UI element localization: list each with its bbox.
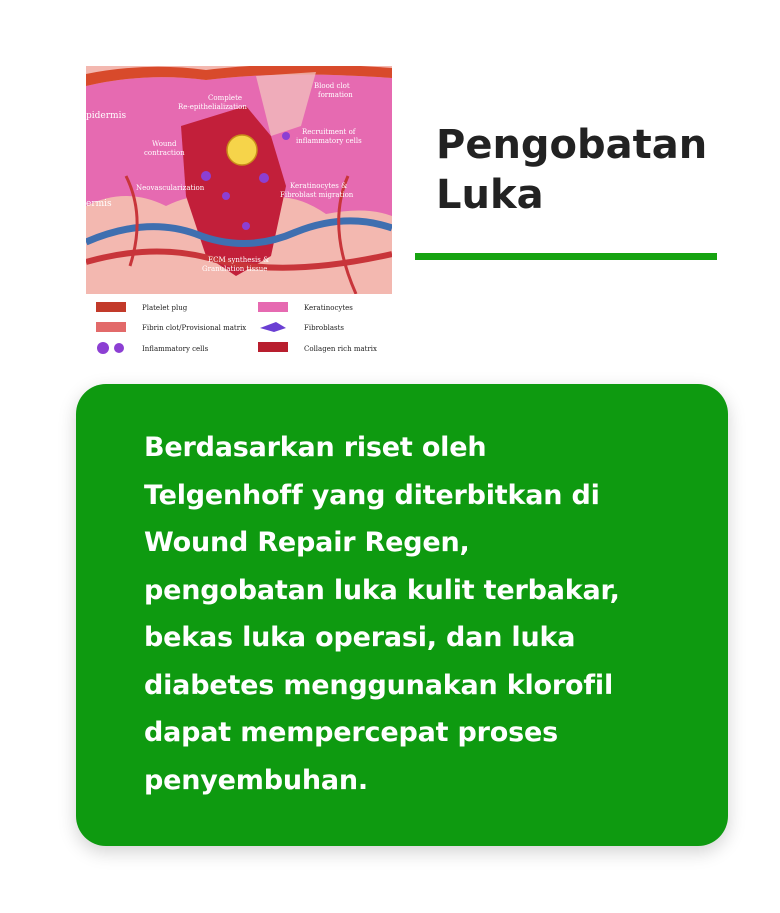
- legend-swatch-platelet: [96, 302, 126, 312]
- label-recruitment: Recruitment of inflammatory cells: [296, 128, 362, 145]
- label-ecm: ECM synthesis & Granulation tissue: [202, 256, 270, 273]
- wound-healing-diagram: [86, 66, 392, 360]
- label-keratinocyte-migration: Keratinocytes & Fibroblast migration: [280, 182, 354, 199]
- legend-label: Platelet plug: [142, 304, 188, 312]
- title-divider: [415, 253, 717, 260]
- legend-label: Keratinocytes: [304, 304, 353, 312]
- legend-label: Inflammatory cells: [142, 345, 209, 353]
- label-neovascularization: Neovascularization: [136, 184, 205, 192]
- label-dermis: ermis: [86, 199, 112, 209]
- label-wound-contraction: Wound contraction: [144, 140, 185, 157]
- page-title: Pengobatan Luka: [436, 122, 708, 218]
- legend-swatch-inflammatory: [97, 342, 109, 354]
- legend-swatch-keratinocytes: [258, 302, 288, 312]
- legend-swatch-collagen: [258, 342, 288, 352]
- info-card: [76, 384, 728, 846]
- legend-swatch-fibrin: [96, 322, 126, 332]
- label-reepithelialization: Complete Re-epithelialization: [178, 94, 247, 111]
- legend-label: Fibroblasts: [304, 324, 345, 332]
- label-epidermis: pidermis: [86, 111, 127, 121]
- info-card-text: Berdasarkan riset oleh Telgenhoff yang diterbitkan di Wound Repair Regen, pengobatan luka kulit terbakar, bekas luka operasi, dan luka diabetes menggunakan klorofil dapat mempercepat proses penyembuhan.: [144, 432, 620, 796]
- label-blood-clot: Blood clot formation: [314, 82, 353, 99]
- legend-label: Collagen rich matrix: [304, 345, 377, 353]
- legend-label: Fibrin clot/Provisional matrix: [142, 324, 247, 332]
